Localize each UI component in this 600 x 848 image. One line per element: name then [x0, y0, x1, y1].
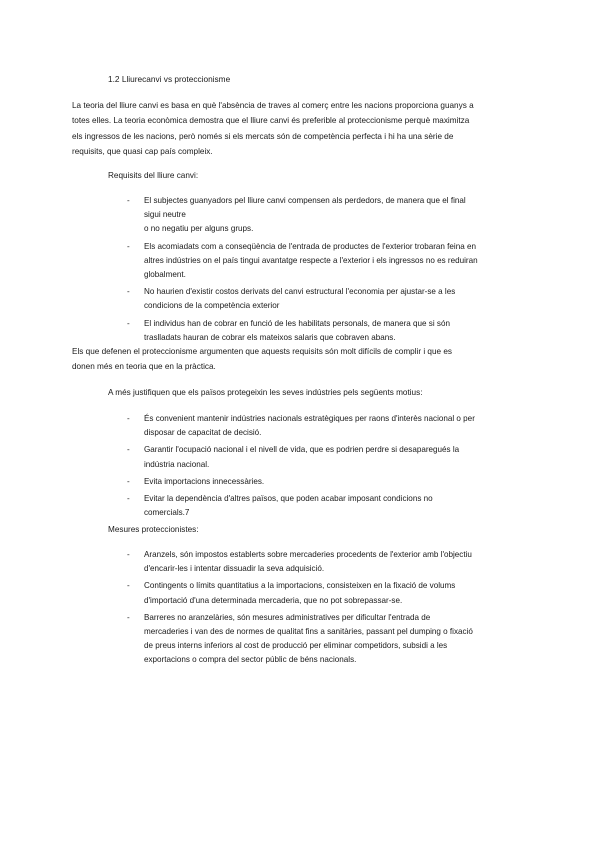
dash-bullet: -	[127, 196, 130, 205]
text-line: Evita importacions innecessàries.	[144, 476, 265, 486]
dash-bullet: -	[127, 318, 130, 328]
text-line: exportacions o compra del sector públic de béns nacionals.	[144, 655, 357, 665]
text-line: Contingents o límits quantitatius a la importacions, consisteixen en la fixació de volums	[144, 581, 456, 591]
text-line: totes elles. La teoria econòmica demostra que el lliure canvi és preferible al proteccionisme perquè maximitza	[72, 116, 470, 126]
text-line: traslladats hauran de cobrar els mateixos salaris que cobraven abans.	[144, 332, 396, 342]
dash-bullet: -	[127, 581, 130, 591]
list-item	[0, 548, 528, 576]
text-line: sigui neutre	[144, 210, 186, 220]
dash-bullet: -	[127, 445, 130, 455]
text-line: El subjectes guanyadors pel lliure canvi compensen als perdedors, de manera que el final	[144, 196, 466, 205]
requisits-label: Requisits del lliure canvi:	[108, 171, 199, 180]
text-line: Garantir l'ocupació nacional i el nivell de vida, que es podrien perdre si desaparegués la	[144, 445, 460, 455]
list-item	[0, 492, 528, 520]
motius-list	[0, 412, 528, 523]
section-heading: 1.2 Lliurecanvi vs proteccionisme	[108, 74, 231, 84]
dash-bullet: -	[127, 414, 130, 423]
text-line: de preus interns inferiors al cost de producció per eliminar competidors, subsidi a les	[144, 641, 448, 651]
intro-paragraph	[72, 98, 528, 160]
list-item	[0, 443, 528, 471]
text-line: o no negatiu per alguns grups.	[144, 224, 254, 234]
list-item	[0, 475, 528, 489]
dash-bullet: -	[127, 612, 130, 622]
list-item	[0, 194, 528, 237]
list-item	[0, 240, 528, 283]
dash-bullet: -	[127, 287, 130, 297]
list-item	[0, 317, 528, 345]
text-line: altres indústries on el país tingui avantatge respecte a l'exterior i els ingressos no es reduiran	[144, 255, 478, 265]
defensors-paragraph	[72, 344, 528, 375]
text-line: d'importació d'una determinada mercaderia, que no pot sobrepassar-se.	[144, 595, 403, 605]
text-line: Els acomiadats com a conseqüència de l'entrada de productes de l'exterior trobaran feina en	[144, 241, 476, 251]
text-line: condicions de la competència exterior	[144, 301, 280, 311]
text-line: donen més en teoria que en la pràctica.	[72, 362, 216, 372]
text-line: Evitar la dependència d'altres països, que poden acabar imposant condicions no	[144, 494, 433, 504]
text-line: mercaderies i van des de normes de qualitat fins a sanitàries, passant pel dumping o fixació	[144, 627, 473, 637]
list-item	[0, 412, 528, 440]
text-line: comercials.7	[144, 508, 190, 518]
list-item	[0, 285, 528, 313]
text-line: Els que defenen el proteccionisme argumenten que aquests requisits són molt difícils de complir i que es	[72, 347, 453, 356]
dash-bullet: -	[127, 476, 130, 486]
text-line: Barreres no aranzelàries, són mesures administratives per dificultar l'entrada de	[144, 612, 431, 622]
text-line: Aranzels, són impostos establerts sobre mercaderies procedents de l'exterior amb l'objectiu	[144, 550, 472, 559]
text-line: disposar de capacitat de decisió.	[144, 428, 262, 438]
list-item	[0, 611, 528, 668]
text-line: globalment.	[144, 270, 186, 280]
text-line: d'encarir-les i intentar dissuadir la seva adquisició.	[144, 564, 325, 574]
text-line: indústria nacional.	[144, 459, 210, 469]
mesures-label: Mesures proteccionistes:	[108, 525, 199, 534]
text-line: requisits, que quasi cap país compleix.	[72, 147, 213, 157]
motius-label: A més justifiquen que els països protegeixin les seves indústries pels següents motius:	[108, 388, 423, 397]
text-line: És convenient mantenir indústries nacionals estratègiques per raons d'interès nacional o per	[144, 414, 475, 423]
text-line: No haurien d'existir costos derivats del canvi estructural l'economia per ajustar-se a les	[144, 287, 456, 297]
dash-bullet: -	[127, 550, 130, 559]
text-line: La teoria del lliure canvi es basa en què l'absència de traves al comerç entre les nacions proporciona guanys a	[72, 101, 474, 110]
text-line: El individus han de cobrar en funció de les habilitats personals, de manera que si són	[144, 318, 450, 328]
list-item	[0, 579, 528, 607]
dash-bullet: -	[127, 241, 130, 251]
text-line: els ingressos de les nacions, però només si els mercats són de competència perfecta i hi ha una sèrie de	[72, 131, 454, 141]
requisits-list	[0, 194, 528, 348]
dash-bullet: -	[127, 494, 130, 504]
mesures-list	[0, 548, 528, 671]
